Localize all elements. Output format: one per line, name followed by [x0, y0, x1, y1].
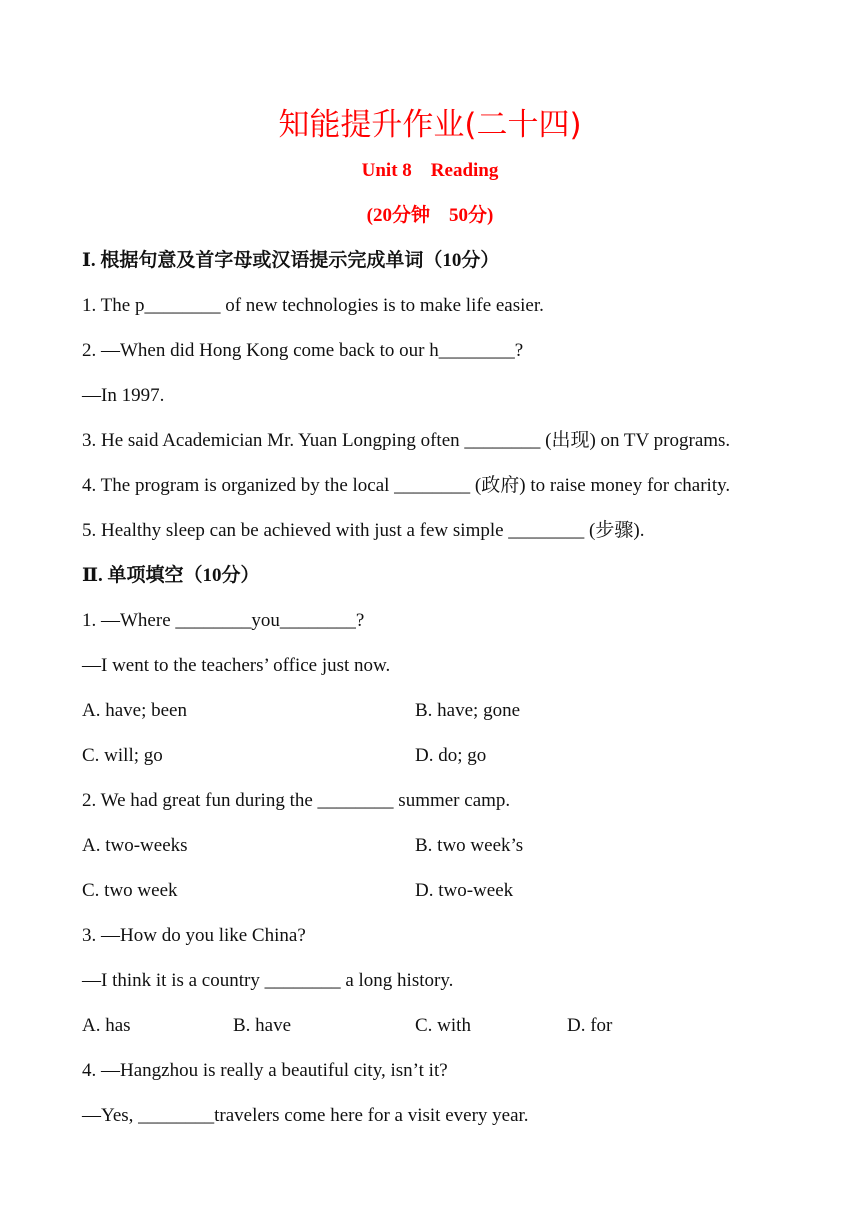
time-score-note: (20分钟 50分)	[366, 205, 494, 226]
unit-subtitle: Unit 8 Reading	[361, 160, 499, 181]
s1-question-2: 2. —When did Hong Kong come back to our h________?	[82, 340, 524, 361]
s2-question-4-context: —Yes, ________travelers come here for a visit every year.	[82, 1105, 529, 1126]
page-title: 知能提升作业(二十四)	[278, 107, 582, 143]
s2-q2-option-b: B. two week’s	[415, 835, 524, 856]
s2-question-3: 3. —How do you like China?	[82, 925, 306, 946]
s1-question-1: 1. The p________ of new technologies is to make life easier.	[82, 295, 544, 316]
s2-q3-option-b: B. have	[233, 1015, 292, 1036]
s2-q2-option-c: C. two week	[82, 880, 178, 901]
s1-question-5: 5. Healthy sleep can be achieved with just a few simple ________ (步骤).	[82, 520, 645, 541]
s2-question-4: 4. —Hangzhou is really a beautiful city, isn’t it?	[82, 1060, 448, 1081]
s2-q2-option-a: A. two-weeks	[82, 835, 188, 856]
section-1-heading: Ⅰ. 根据句意及首字母或汉语提示完成单词（10分）	[82, 250, 500, 271]
s2-q2-option-d: D. two-week	[415, 880, 514, 901]
s2-question-1-context: —I went to the teachers’ office just now.	[82, 655, 391, 676]
s2-q1-option-c: C. will; go	[82, 745, 163, 766]
s2-q1-option-d: D. do; go	[415, 745, 487, 766]
section-2-heading: Ⅱ. 单项填空（10分）	[82, 565, 260, 586]
s2-question-3-context: —I think it is a country ________ a long history.	[82, 970, 454, 991]
s2-question-2: 2. We had great fun during the ________ summer camp.	[82, 790, 511, 811]
s2-q3-option-d: D. for	[567, 1015, 613, 1036]
s2-q1-option-a: A. have; been	[82, 700, 187, 721]
s2-q3-option-a: A. has	[82, 1015, 131, 1036]
s1-question-4: 4. The program is organized by the local ________ (政府) to raise money for charity.	[82, 475, 731, 496]
s1-question-3: 3. He said Academician Mr. Yuan Longping often ________ (出现) on TV programs.	[82, 430, 731, 451]
s1-question-2-answer: —In 1997.	[82, 385, 165, 406]
s2-q1-option-b: B. have; gone	[415, 700, 521, 721]
s2-q3-option-c: C. with	[415, 1015, 471, 1036]
s2-question-1: 1. —Where ________you________?	[82, 610, 365, 631]
